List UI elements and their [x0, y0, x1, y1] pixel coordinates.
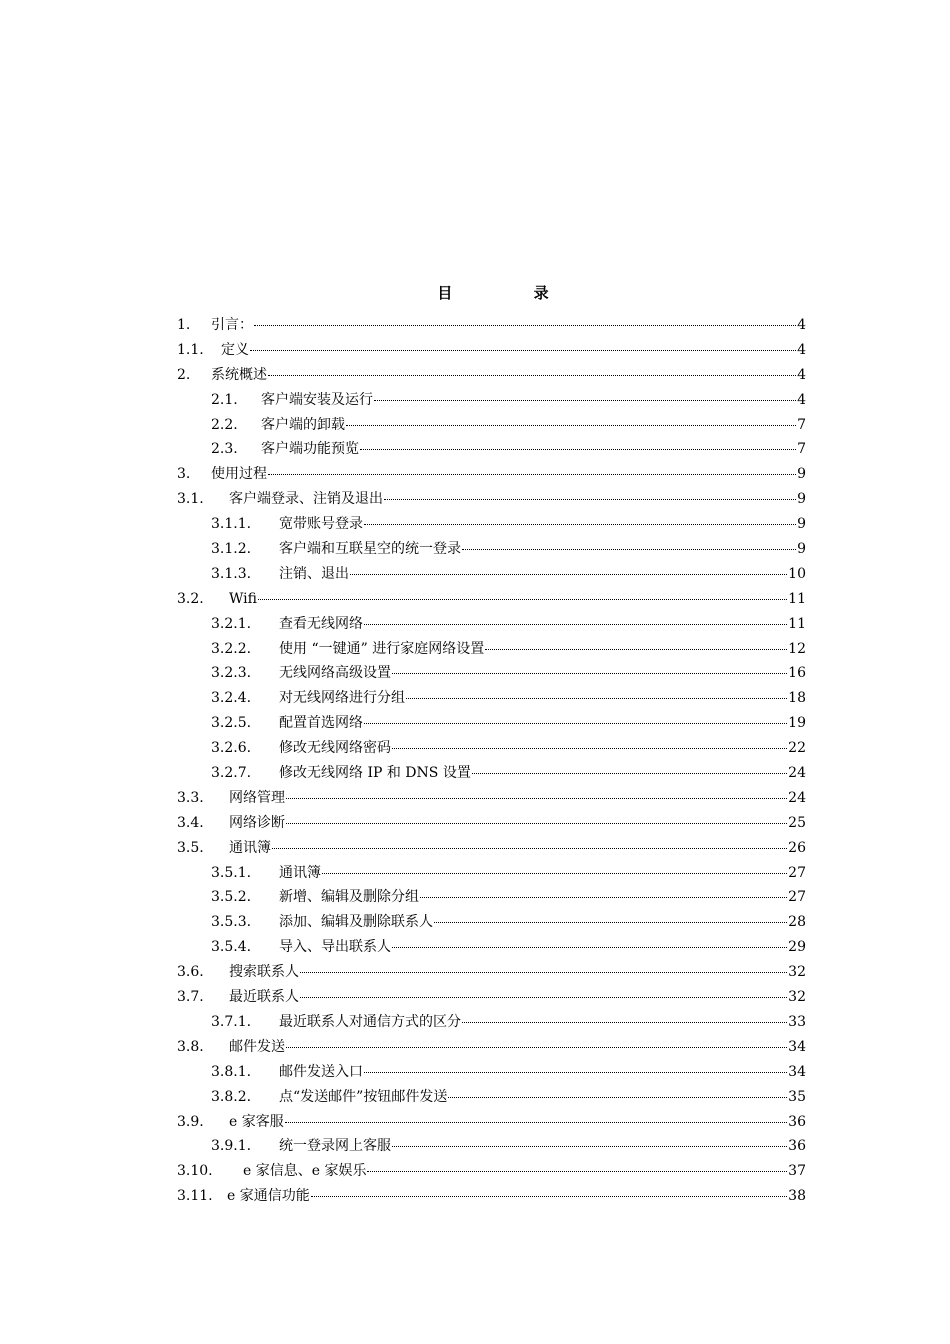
toc-entry[interactable] [177, 736, 806, 761]
entry-page: 4 [797, 366, 806, 383]
entry-page: 9 [797, 466, 806, 483]
entry-number: 3.2.2. [211, 640, 252, 657]
entry-number: 3.1.2. [211, 541, 252, 558]
toc-entry[interactable] [177, 686, 806, 711]
entry-page: 32 [788, 964, 806, 981]
entry-page: 36 [788, 1113, 806, 1130]
entry-label: e 家信息、e 家娱乐 [243, 1163, 367, 1180]
entry-number: 3.5.1. [211, 864, 252, 881]
entry-number: 3.11. [177, 1188, 213, 1205]
entry-label: 最近联系人对通信方式的区分 [279, 1013, 461, 1030]
entry-page: 9 [797, 541, 806, 558]
entry-label: 邮件发送 [229, 1038, 285, 1055]
entry-label: 导入、导出联系人 [279, 939, 391, 956]
entry-page: 9 [797, 491, 806, 508]
dot-leader [254, 324, 796, 326]
entry-page: 37 [788, 1163, 806, 1180]
entry-label: 修改无线网络 IP 和 DNS 设置 [279, 765, 471, 782]
entry-number: 2.1. [211, 391, 238, 408]
entry-label: 配置首选网络 [279, 715, 363, 732]
entry-page: 33 [788, 1013, 806, 1030]
dot-leader [286, 822, 787, 824]
entry-page: 12 [788, 640, 806, 657]
entry-number: 3.8. [177, 1038, 204, 1055]
toc-entry[interactable] [177, 1060, 806, 1085]
entry-page: 32 [788, 989, 806, 1006]
dot-leader [392, 1145, 787, 1147]
entry-number: 3.1. [177, 491, 204, 508]
entry-label: 引言： [211, 317, 253, 333]
entry-page: 18 [788, 690, 806, 707]
entry-label: 点“发送邮件”按钮邮件发送 [279, 1088, 448, 1105]
toc-entry[interactable] [177, 413, 806, 438]
dot-leader [392, 946, 787, 948]
toc-entry[interactable] [177, 1134, 806, 1159]
entry-label: 最近联系人 [229, 989, 299, 1006]
entry-page: 28 [788, 914, 806, 931]
dot-leader [286, 797, 787, 799]
dot-leader [268, 473, 796, 475]
entry-page: 4 [797, 341, 806, 358]
dot-leader [462, 548, 796, 550]
toc-entry[interactable] [177, 637, 806, 662]
entry-label: e 家通信功能 [227, 1188, 310, 1205]
entry-number: 3.2.5. [211, 715, 252, 732]
entry-label: 客户端功能预览 [261, 441, 359, 458]
table-of-contents [177, 313, 806, 1209]
dot-leader [300, 996, 787, 998]
dot-leader [434, 921, 787, 923]
entry-number: 3.5.3. [211, 914, 252, 931]
toc-entry[interactable] [177, 861, 806, 886]
entry-number: 2.2. [211, 416, 238, 433]
toc-entry[interactable] [177, 885, 806, 910]
entry-page: 27 [788, 864, 806, 881]
entry-label: 统一登录网上客服 [279, 1138, 391, 1155]
dot-leader [272, 847, 787, 849]
toc-entry[interactable] [177, 612, 806, 637]
entry-page: 9 [797, 516, 806, 533]
entry-page: 25 [788, 814, 806, 831]
toc-entry[interactable] [177, 836, 806, 861]
toc-entry[interactable] [177, 910, 806, 935]
toc-entry[interactable] [177, 363, 806, 388]
entry-label: 客户端和互联星空的统一登录 [279, 541, 461, 558]
dot-leader [374, 399, 796, 401]
entry-label: 使用过程 [211, 466, 267, 483]
entry-label: 通讯簿 [229, 839, 271, 856]
entry-label: Wifi [229, 590, 257, 607]
entry-page: 19 [788, 715, 806, 732]
toc-entry[interactable] [177, 711, 806, 736]
entry-number: 1.1. [177, 341, 204, 358]
toc-entry[interactable] [177, 313, 806, 338]
entry-label: 定义 [221, 341, 249, 358]
dot-leader [322, 872, 787, 874]
entry-page: 34 [788, 1038, 806, 1055]
entry-number: 2. [177, 366, 191, 383]
dot-leader [300, 971, 787, 973]
toc-entry[interactable] [177, 1159, 806, 1184]
toc-entry[interactable] [177, 462, 806, 487]
toc-entry[interactable] [177, 935, 806, 960]
entry-label: 宽带账号登录 [279, 516, 363, 533]
entry-page: 26 [788, 839, 806, 856]
toc-entry[interactable] [177, 437, 806, 462]
entry-page: 27 [788, 889, 806, 906]
entry-number: 3.4. [177, 814, 204, 831]
dot-leader [311, 1195, 787, 1197]
entry-number: 3.2.3. [211, 665, 252, 682]
toc-entry[interactable] [177, 661, 806, 686]
entry-number: 3.9.1. [211, 1138, 252, 1155]
entry-label: e 家客服 [229, 1113, 284, 1130]
entry-number: 3.5.2. [211, 889, 252, 906]
entry-label: 新增、编辑及删除分组 [279, 889, 419, 906]
dot-leader [406, 697, 787, 699]
toc-entry[interactable] [177, 960, 806, 985]
entry-label: 通讯簿 [279, 864, 321, 881]
dot-leader [392, 747, 787, 749]
entry-number: 3.10. [177, 1163, 213, 1180]
dot-leader [364, 623, 787, 625]
entry-number: 3.2. [177, 590, 204, 607]
entry-number: 1. [177, 317, 191, 333]
dot-leader [268, 374, 796, 376]
toc-entry[interactable] [177, 985, 806, 1010]
dot-leader [286, 1046, 787, 1048]
entry-label: 对无线网络进行分组 [279, 690, 405, 707]
dot-leader [420, 896, 787, 898]
dot-leader [250, 349, 796, 351]
entry-label: 无线网络高级设置 [279, 665, 391, 682]
entry-page: 22 [788, 740, 806, 757]
dot-leader [350, 573, 787, 575]
dot-leader [448, 1096, 787, 1098]
entry-page: 11 [788, 615, 806, 632]
entry-label: 客户端的卸载 [261, 416, 345, 433]
dot-leader [364, 722, 787, 724]
toc-title: 目 录 [437, 284, 587, 302]
entry-number: 3.2.6. [211, 740, 252, 757]
toc-entry[interactable] [177, 512, 806, 537]
entry-label: 修改无线网络密码 [279, 740, 391, 757]
entry-number: 3.5. [177, 839, 204, 856]
entry-label: 网络诊断 [229, 814, 285, 831]
entry-label: 网络管理 [229, 789, 285, 806]
entry-page: 35 [788, 1088, 806, 1105]
entry-page: 34 [788, 1063, 806, 1080]
entry-page: 10 [788, 565, 806, 582]
toc-entry[interactable] [177, 1035, 806, 1060]
entry-label: 注销、退出 [279, 565, 349, 582]
toc-entry[interactable] [177, 537, 806, 562]
toc-entry[interactable] [177, 388, 806, 413]
toc-entry[interactable] [177, 761, 806, 786]
entry-page: 7 [797, 416, 806, 433]
entry-page: 4 [797, 391, 806, 408]
entry-label: 客户端登录、注销及退出 [229, 491, 383, 508]
toc-entry[interactable] [177, 1085, 806, 1110]
entry-number: 3.8.1. [211, 1063, 252, 1080]
dot-leader [364, 1071, 787, 1073]
entry-label: 添加、编辑及删除联系人 [279, 914, 433, 931]
entry-number: 3.5.4. [211, 939, 252, 956]
entry-label: 使用 “一键通” 进行家庭网络设置 [279, 640, 485, 657]
entry-page: 24 [788, 765, 806, 782]
toc-entry[interactable] [177, 786, 806, 811]
entry-page: 7 [797, 441, 806, 458]
dot-leader [462, 1021, 787, 1023]
entry-page: 36 [788, 1138, 806, 1155]
entry-page: 38 [788, 1188, 806, 1205]
toc-entry[interactable] [177, 1010, 806, 1035]
entry-label: 邮件发送入口 [279, 1063, 363, 1080]
entry-page: 24 [788, 789, 806, 806]
dot-leader [346, 424, 796, 426]
toc-entry[interactable] [177, 1110, 806, 1135]
toc-entry[interactable] [177, 811, 806, 836]
entry-label: 搜索联系人 [229, 964, 299, 981]
dot-leader [384, 498, 796, 500]
dot-leader [367, 1170, 787, 1172]
entry-page: 11 [788, 590, 806, 607]
dot-leader [472, 772, 787, 774]
toc-entry[interactable] [177, 562, 806, 587]
toc-entry[interactable] [177, 1184, 806, 1209]
toc-entry[interactable] [177, 587, 806, 612]
entry-page: 4 [797, 317, 806, 333]
entry-label: 查看无线网络 [279, 615, 363, 632]
dot-leader [485, 648, 787, 650]
dot-leader [364, 523, 796, 525]
entry-number: 3.8.2. [211, 1088, 252, 1105]
entry-number: 3.7.1. [211, 1013, 252, 1030]
entry-number: 3.1.1. [211, 516, 252, 533]
entry-label: 系统概述 [211, 366, 267, 383]
entry-page: 16 [788, 665, 806, 682]
entry-number: 3.2.4. [211, 690, 252, 707]
entry-number: 2.3. [211, 441, 238, 458]
entry-number: 3.6. [177, 964, 204, 981]
entry-number: 3.3. [177, 789, 204, 806]
entry-number: 3. [177, 466, 191, 483]
dot-leader [258, 598, 787, 600]
dot-leader [392, 672, 787, 674]
toc-entry[interactable] [177, 487, 806, 512]
entry-page: 29 [788, 939, 806, 956]
entry-label: 客户端安装及运行 [261, 391, 373, 408]
entry-number: 3.2.1. [211, 615, 252, 632]
entry-number: 3.1.3. [211, 565, 252, 582]
entry-number: 3.9. [177, 1113, 204, 1130]
dot-leader [285, 1121, 787, 1123]
entry-number: 3.2.7. [211, 765, 252, 782]
entry-number: 3.7. [177, 989, 204, 1006]
dot-leader [360, 448, 796, 450]
toc-entry[interactable] [177, 338, 806, 363]
